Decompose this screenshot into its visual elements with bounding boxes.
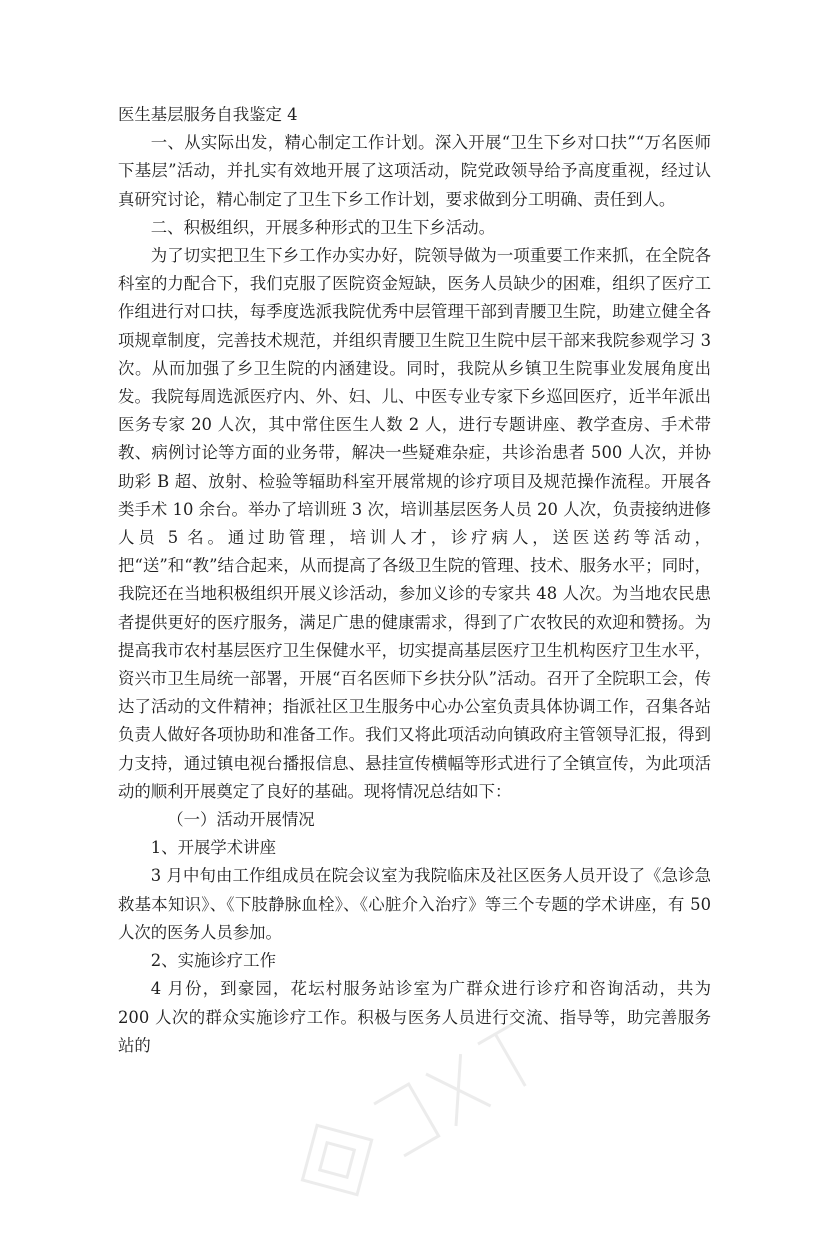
- document-title: 医生基层服务自我鉴定 4: [118, 105, 298, 124]
- section-heading-activities: （一）活动开展情况: [167, 810, 315, 830]
- item-text-diagnosis: 4 月份，到豪园，花坛村服务站诊室为广群众进行诊疗和咨询活动，共为 200 人次的群众实施诊疗工作。积极与医务人员进行交流、指导等，助完善服务站的: [118, 979, 711, 1055]
- item-text-lectures: 3 月中旬由工作组成员在院会议室为我院临床及社区医务人员开设了《急诊急救基本知识》、《下肢静脉血栓》、《心脏介入治疗》等三个专题的学术讲座，有 50 人次的医务人员参加。: [118, 866, 711, 942]
- paragraph-work-plan: 一、从实际出发，精心制定工作计划。深入开展“卫生下乡对口扶”“万名医师下基层”活动，并扎实有效地开展了这项活动，院党政领导给予高度重视，经过认真研究讨论，精心制定了卫生下乡工作计划，要求做到分工明确、责任到人。: [118, 133, 711, 209]
- paragraph-organize-activities: 二、积极组织，开展多种形式的卫生下乡活动。: [150, 217, 495, 237]
- paragraph-main-body: 为了切实把卫生下乡工作办实办好，院领导做为一项重要工作来抓，在全院各科室的力配合下，我们克服了医院资金短缺，医务人员缺少的困难，组织了医疗工作组进行对口扶，每季度选派我院优秀中层管理干部到青腰卫生院，助建立健全各项规章制度，完善技术规范，并组织青腰卫生院卫生院中层干部来我院参观学习 3 次。从而加强了乡卫生院的内涵建设。同时，我院从乡镇卫生院事业发展角度出发。我院每周选派医疗内、外、妇、儿、中医专业专家下乡巡回医疗，近半年派出医务专家 20 人次，其中常住医生人数 2 人，进行专题讲座、教学查房、手术带教、病例讨论等方面的业务带，解决一些疑难杂症，共诊治患者 500 人次，并协助彩 B 超、放射、检验等辐助科室开展常规的诊疗项目及规范操作流程。开展各类手术 10 余台。举办了培训班 3 次，培训基层医务人员 20 人次，负责接纳进修人员 5 名。通过助管理，培训人才，诊疗病人，送医送药等活动，把“送”和“教”结合起来，从而提高了各级卫生院的管理、技术、服务水平；同时，我院还在当地积极组织开展义诊活动，参加义诊的专家共 48 人次。为当地农民患者提供更好的医疗服务，满足广患的健康需求，得到了广农牧民的欢迎和赞扬。为提高我市农村基层医疗卫生保健水平，切实提高基层医疗卫生机构医疗卫生水平，资兴市卫生局统一部署，开展“百名医师下乡扶分队”活动。召开了全院职工会，传达了活动的文件精神；指派社区卫生服务中心办公室负责具体协调工作，召集各站负责人做好各项协助和准备工作。我们又将此项活动向镇政府主管领导汇报，得到力支持，通过镇电视台播报信息、悬挂宣传横幅等形式进行了全镇宣传，为此项活动的顺利开展奠定了良好的基础。现将情况总结如下：: [118, 246, 711, 801]
- item-heading-diagnosis: 2、实施诊疗工作: [150, 951, 276, 971]
- item-heading-lectures: 1、开展学术讲座: [150, 838, 276, 858]
- document-page: [118, 101, 711, 1060]
